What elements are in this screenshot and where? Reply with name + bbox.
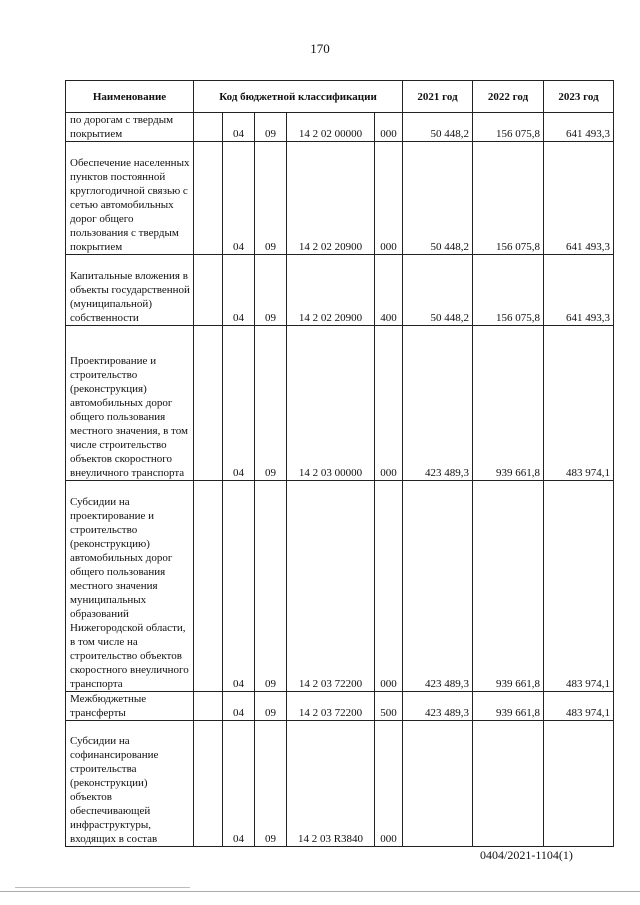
row-expense-type: 000 — [375, 142, 403, 255]
row-value-2022: 939 661,8 — [473, 326, 544, 481]
row-subsection: 09 — [255, 692, 287, 721]
row-name: Субсидии на софинансирование строительства (реконструкции) объектов обеспечивающей инфраструктуры, входящих в состав — [66, 721, 194, 847]
row-subsection: 09 — [255, 481, 287, 692]
row-name: Субсидии на проектирование и строительство (реконструкцию) автомобильных дорог общего пользования местного значения муниципальных образований Нижегородской области, в том числе на строительство объектов скоростного внеуличного транспорта — [66, 481, 194, 692]
row-value-2023: 641 493,3 — [544, 142, 614, 255]
row-expense-type: 400 — [375, 255, 403, 326]
row-empty-cell — [194, 113, 223, 142]
row-name: Обеспечение населенных пунктов постоянной круглогодичной связью с сетью автомобильных дорог общего пользования с твердым покрытием — [66, 142, 194, 255]
row-value-2022 — [473, 721, 544, 847]
page-number: 170 — [310, 41, 330, 56]
row-expense-type: 000 — [375, 721, 403, 847]
row-subsection: 09 — [255, 142, 287, 255]
row-name: Капитальные вложения в объекты государственной (муниципальной) собственности — [66, 255, 194, 326]
document-number: 0404/2021-1104(1) — [480, 848, 573, 862]
row-section: 04 — [223, 142, 255, 255]
row-value-2022: 939 661,8 — [473, 481, 544, 692]
row-value-2022: 156 075,8 — [473, 255, 544, 326]
row-target-code: 14 2 02 00000 — [287, 113, 375, 142]
row-value-2023: 641 493,3 — [544, 255, 614, 326]
table-row — [66, 481, 614, 692]
row-section: 04 — [223, 692, 255, 721]
table-row — [66, 142, 614, 255]
header-2021: 2021 год — [403, 81, 473, 113]
row-section: 04 — [223, 113, 255, 142]
row-section: 04 — [223, 721, 255, 847]
row-section: 04 — [223, 326, 255, 481]
row-target-code: 14 2 02 20900 — [287, 142, 375, 255]
row-target-code: 14 2 03 00000 — [287, 326, 375, 481]
row-target-code: 14 2 03 72200 — [287, 692, 375, 721]
row-name: Проектирование и строительство (реконструкция) автомобильных дорог общего пользования местного значения, в том числе строительство объектов скоростного внеуличного транспорта — [66, 326, 194, 481]
row-value-2023: 483 974,1 — [544, 481, 614, 692]
row-value-2021: 50 448,2 — [403, 255, 473, 326]
table-row — [66, 721, 614, 847]
row-value-2022: 156 075,8 — [473, 142, 544, 255]
row-target-code: 14 2 03 72200 — [287, 481, 375, 692]
row-value-2021: 423 489,3 — [403, 326, 473, 481]
row-subsection: 09 — [255, 113, 287, 142]
row-subsection: 09 — [255, 721, 287, 847]
row-value-2023: 641 493,3 — [544, 113, 614, 142]
page-bottom-line — [0, 891, 640, 892]
row-expense-type: 000 — [375, 481, 403, 692]
row-empty-cell — [194, 721, 223, 847]
row-expense-type: 500 — [375, 692, 403, 721]
row-name: Межбюджетные трансферты — [66, 692, 194, 721]
budget-table — [65, 80, 614, 847]
row-value-2022: 939 661,8 — [473, 692, 544, 721]
row-value-2021 — [403, 721, 473, 847]
row-value-2023: 483 974,1 — [544, 326, 614, 481]
header-name: Наименование — [66, 81, 194, 113]
row-target-code: 14 2 02 20900 — [287, 255, 375, 326]
row-expense-type: 000 — [375, 326, 403, 481]
row-value-2023: 483 974,1 — [544, 692, 614, 721]
table-row — [66, 113, 614, 142]
table-row — [66, 692, 614, 721]
row-section: 04 — [223, 481, 255, 692]
header-2022: 2022 год — [473, 81, 544, 113]
row-section: 04 — [223, 255, 255, 326]
row-empty-cell — [194, 326, 223, 481]
table-header-row — [66, 81, 614, 113]
row-subsection: 09 — [255, 255, 287, 326]
row-expense-type: 000 — [375, 113, 403, 142]
row-value-2021: 50 448,2 — [403, 113, 473, 142]
row-value-2021: 423 489,3 — [403, 481, 473, 692]
row-empty-cell — [194, 692, 223, 721]
row-subsection: 09 — [255, 326, 287, 481]
table-row — [66, 326, 614, 481]
row-target-code: 14 2 03 R3840 — [287, 721, 375, 847]
row-value-2022: 156 075,8 — [473, 113, 544, 142]
row-value-2021: 423 489,3 — [403, 692, 473, 721]
row-value-2023 — [544, 721, 614, 847]
header-code: Код бюджетной классификации — [194, 81, 403, 113]
scan-edge-line — [15, 887, 190, 888]
row-name: по дорогам с твердым покрытием — [66, 113, 194, 142]
row-value-2021: 50 448,2 — [403, 142, 473, 255]
header-2023: 2023 год — [544, 81, 614, 113]
row-empty-cell — [194, 481, 223, 692]
row-empty-cell — [194, 142, 223, 255]
table-row — [66, 255, 614, 326]
row-empty-cell — [194, 255, 223, 326]
